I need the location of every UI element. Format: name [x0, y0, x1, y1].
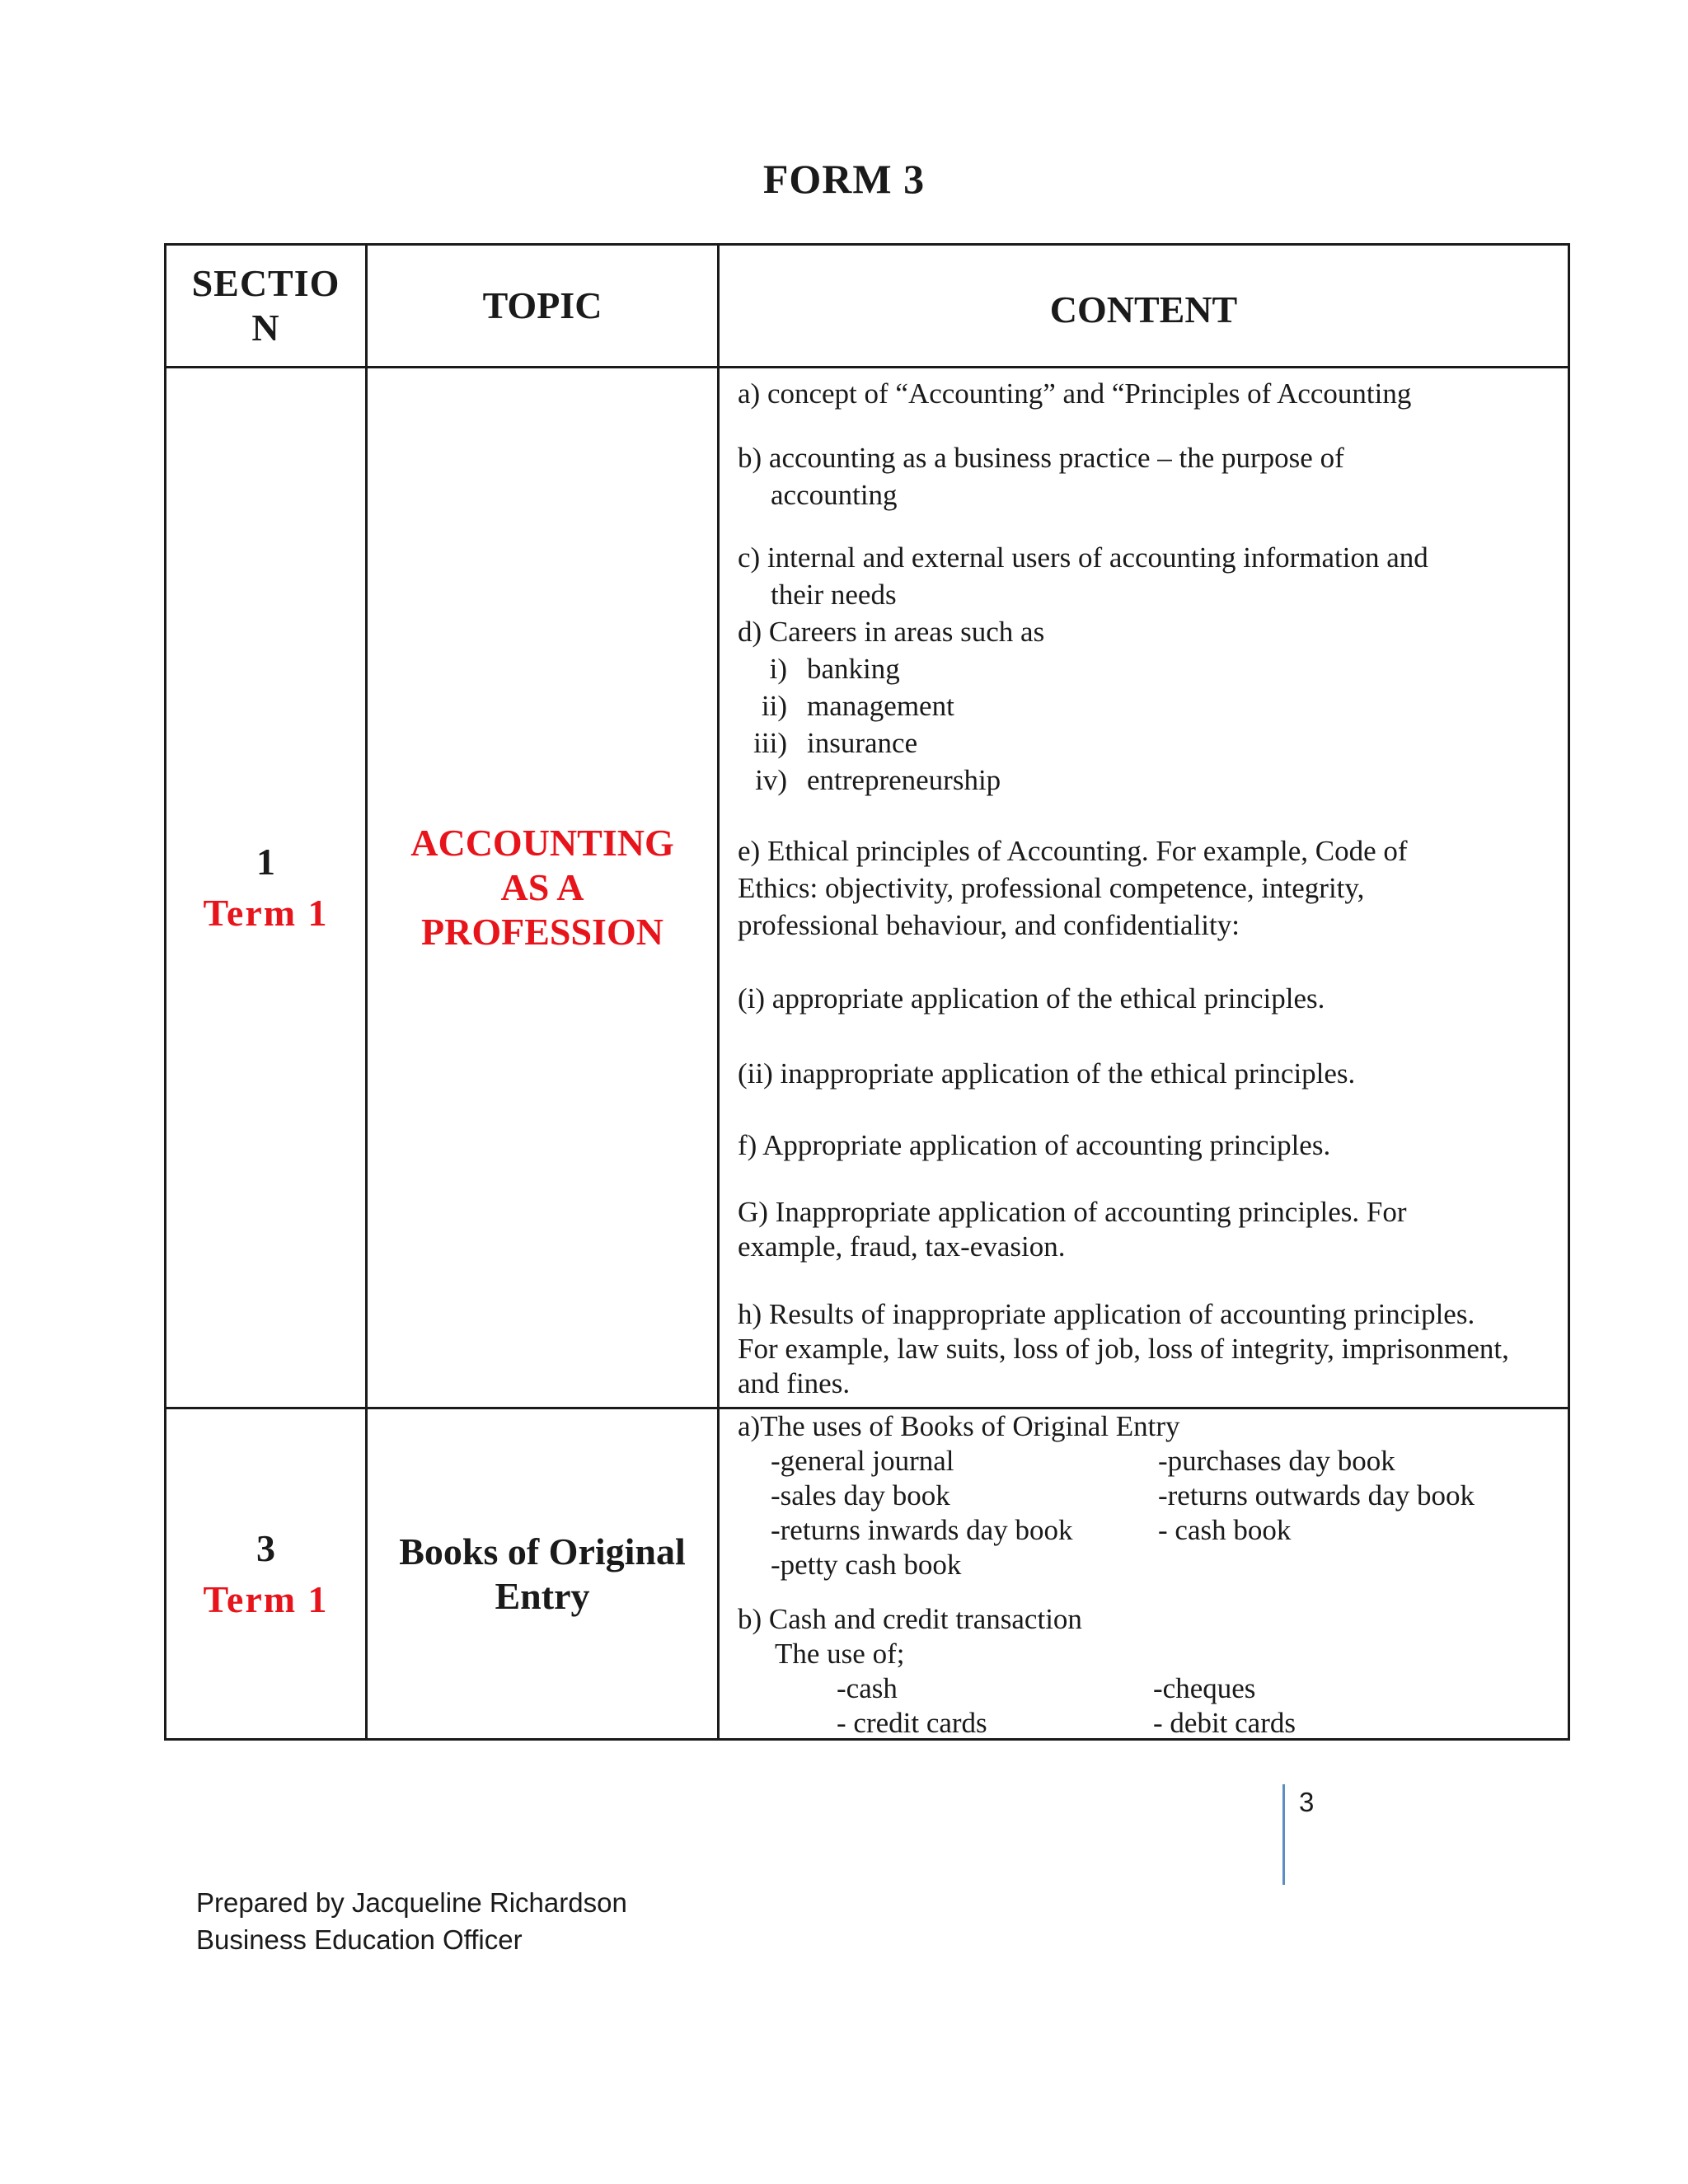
content-item-e-i: (i) appropriate application of the ethical principles.: [738, 982, 1325, 1015]
content-item-a: a) concept of “Accounting” and “Principles of Accounting: [738, 377, 1412, 410]
term-label: Term 1: [203, 1577, 329, 1620]
section-cell: [166, 1408, 367, 1740]
term-label: Term 1: [203, 892, 329, 934]
list-item: - credit cards - debit cards: [837, 1707, 1296, 1739]
content-item-g-cont: example, fraud, tax-evasion.: [738, 1230, 1066, 1263]
content-item-b-cont: accounting: [771, 479, 898, 511]
list-item: -general journal -purchases day book: [771, 1445, 1395, 1477]
header-section: SECTIO N: [166, 245, 367, 368]
section-number: 3: [256, 1526, 275, 1569]
content-item-e-cont: Ethics: objectivity, professional competence, integrity,: [738, 872, 1365, 904]
footer-line: Prepared by Jacqueline Richardson: [196, 1887, 627, 1918]
list-item: -returns inwards day book - cash book: [771, 1514, 1292, 1546]
topic-line: Books of Original: [399, 1530, 686, 1572]
content-cell: [719, 368, 1569, 1408]
content-item-e-ii: (ii) inappropriate application of the ethical principles.: [738, 1057, 1356, 1090]
topic-line: Entry: [495, 1574, 590, 1617]
content-item-e-cont: professional behaviour, and confidentiality:: [738, 909, 1240, 941]
topic-line: ACCOUNTING: [410, 822, 674, 864]
content-item-b: b) accounting as a business practice – the purpose of: [738, 442, 1344, 474]
content-item-g: G) Inappropriate application of accounting principles. For: [738, 1196, 1407, 1228]
list-item: iii) insurance: [753, 727, 918, 759]
footer-line: Business Education Officer: [196, 1924, 523, 1955]
table-row: [166, 368, 1569, 1408]
content-item-h-cont: and fines.: [738, 1367, 851, 1399]
topic-cell: [367, 1408, 719, 1740]
page-title: FORM 3: [762, 156, 926, 202]
list-item: -petty cash book: [771, 1549, 962, 1581]
table-header-row: [166, 245, 1569, 368]
list-item: ii) management: [761, 690, 954, 722]
content-item-a: a)The uses of Books of Original Entry: [738, 1410, 1180, 1442]
syllabus-table: [164, 243, 1570, 1741]
content-cell: [719, 1408, 1569, 1740]
content-item-c: c) internal and external users of accounting information and: [738, 541, 1428, 574]
section-cell: [166, 368, 367, 1408]
page-number-rule: [1282, 1784, 1285, 1885]
header-content: CONTENT: [719, 245, 1569, 368]
content-item-d: d) Careers in areas such as: [738, 616, 1045, 648]
content-item-h-cont: For example, law suits, loss of job, loss of integrity, imprisonment,: [738, 1333, 1509, 1365]
footer: [196, 1884, 627, 1958]
list-item: iv) entrepreneurship: [755, 764, 1001, 796]
section-number: 1: [256, 841, 275, 883]
page-number: 3: [1299, 1787, 1315, 1817]
table-row: [166, 1408, 1569, 1740]
content-item-e: e) Ethical principles of Accounting. For example, Code of: [738, 835, 1408, 867]
content-item-b-sub: The use of;: [775, 1638, 905, 1670]
topic-cell: [367, 368, 719, 1408]
content-item-c-cont: their needs: [771, 579, 897, 611]
list-item: -cash -cheques: [837, 1672, 1256, 1704]
content-item-h: h) Results of inappropriate application of accounting principles.: [738, 1298, 1475, 1330]
content-item-f: f) Appropriate application of accounting principles.: [738, 1129, 1331, 1161]
topic-line: AS A: [500, 866, 584, 908]
header-topic: TOPIC: [367, 245, 719, 368]
list-item: i) banking: [769, 653, 900, 685]
content-item-b: b) Cash and credit transaction: [738, 1603, 1082, 1635]
list-item: -sales day book -returns outwards day book: [771, 1479, 1475, 1511]
topic-line: PROFESSION: [421, 911, 663, 953]
